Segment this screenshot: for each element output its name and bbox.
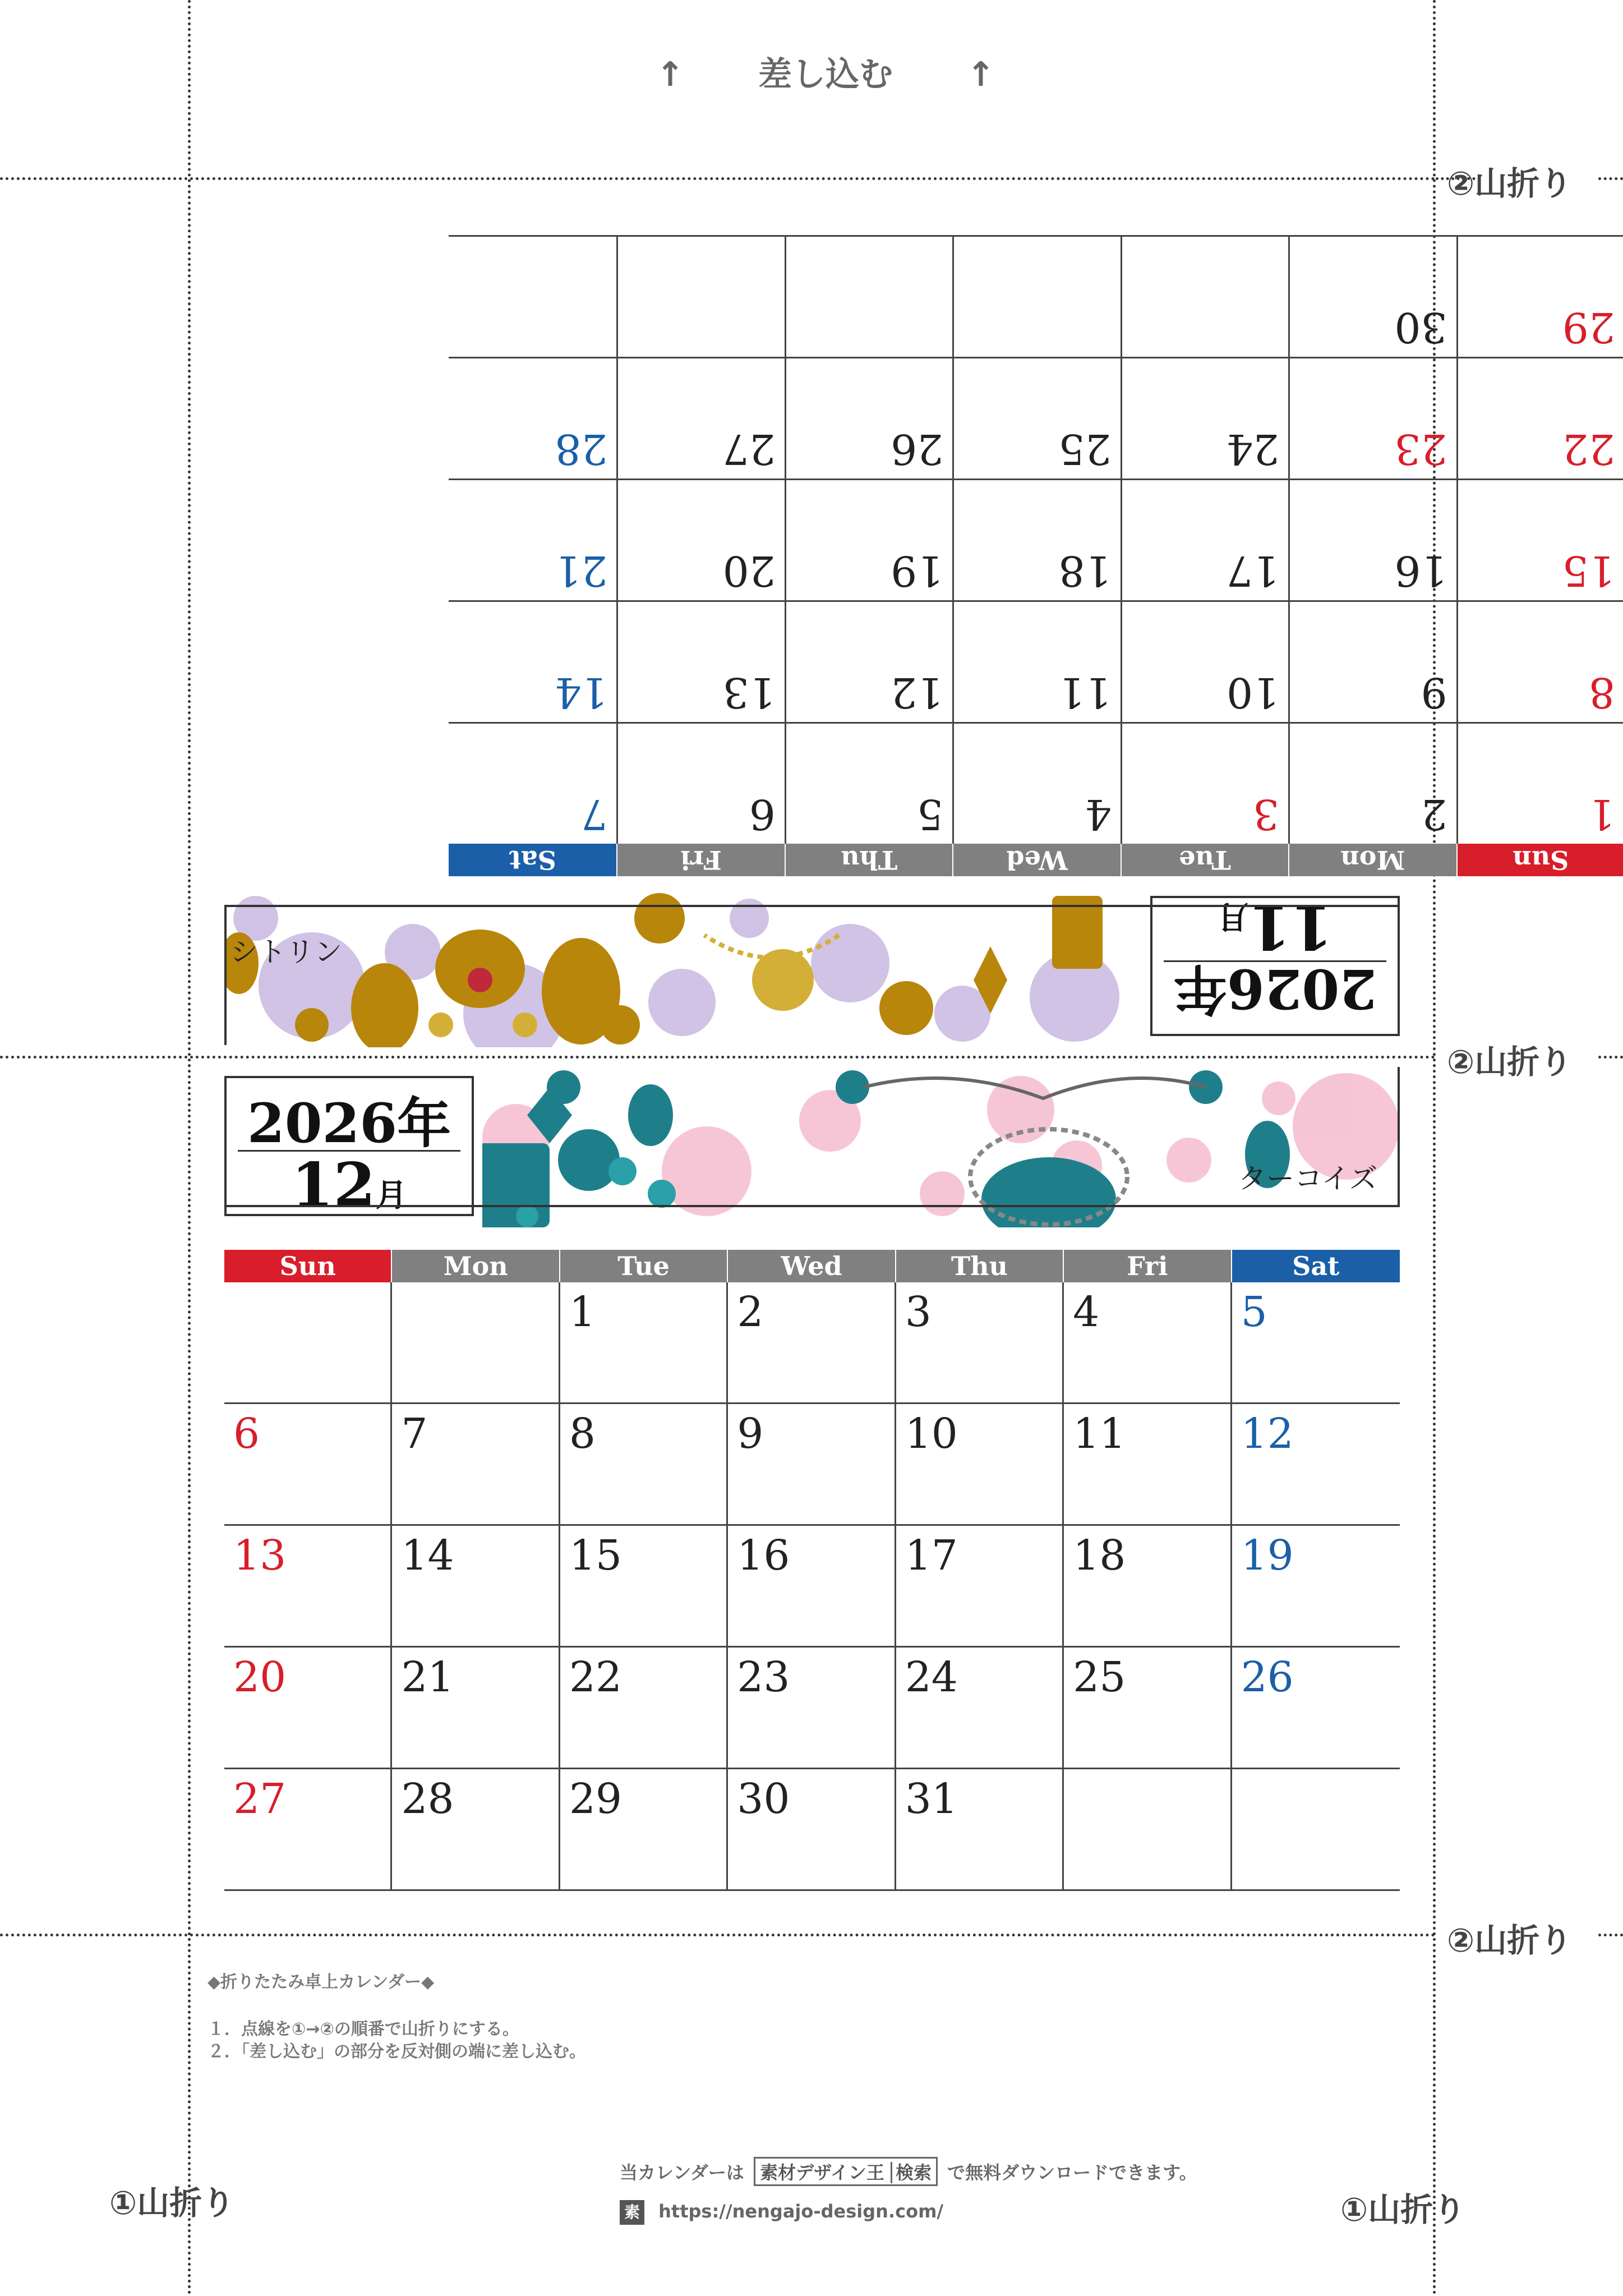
day-number: 25: [1058, 425, 1112, 473]
day-number: 21: [401, 1653, 454, 1701]
dow-sat: Sat: [1232, 1250, 1400, 1282]
instructions-step2: ２．「差し込む」の部分を反対側の端に差し込む。: [208, 2042, 586, 2062]
day-cell: [392, 1769, 560, 1891]
day-number: 21: [555, 546, 608, 595]
december-header-band: [224, 1065, 1400, 1227]
day-number: 27: [722, 425, 776, 473]
day-cell: [1288, 478, 1456, 600]
fold-line-middle-right: [1598, 1056, 1623, 1059]
november-header-band: [224, 885, 1400, 1047]
day-cell: [224, 1404, 392, 1526]
december-year: 2026年: [247, 1092, 451, 1155]
day-number: 17: [905, 1531, 958, 1580]
november-year: 2026年: [1173, 957, 1377, 1020]
december-calendar: [0, 1065, 1623, 1897]
day-cell: [1456, 600, 1623, 722]
day-cell: [1064, 1648, 1232, 1769]
day-number: 29: [569, 1775, 623, 1823]
day-number: 27: [233, 1775, 287, 1823]
day-number: 28: [401, 1775, 454, 1823]
day-number: 19: [1241, 1531, 1294, 1580]
day-number: 19: [891, 546, 944, 595]
day-number: 20: [722, 546, 776, 595]
fold-line-top-right2: [1598, 177, 1623, 180]
day-cell: [1288, 600, 1456, 722]
day-cell: [728, 1769, 896, 1891]
day-number: 30: [1394, 303, 1447, 351]
day-cell: [1121, 478, 1288, 600]
dow-thu: Thu: [785, 844, 952, 876]
day-number: 30: [737, 1775, 790, 1823]
day-number: 20: [233, 1653, 287, 1701]
day-cell: [1456, 478, 1623, 600]
day-number: 3: [1253, 790, 1280, 838]
day-number: 6: [233, 1410, 260, 1458]
day-cell: [449, 478, 616, 600]
day-number: 18: [1058, 546, 1112, 595]
day-cell: [1064, 1282, 1232, 1404]
day-number: 13: [233, 1531, 287, 1580]
day-number: 25: [1073, 1653, 1126, 1701]
fold1-label-right: ①山折り: [1340, 2191, 1466, 2229]
day-cell: [1456, 235, 1623, 357]
day-cell: [616, 357, 784, 478]
day-cell: [560, 1526, 728, 1648]
day-number: 1: [1588, 790, 1615, 838]
fold2-label-top: ②山折り: [1447, 164, 1573, 203]
day-cell: [1121, 722, 1288, 844]
insert-label: 差し込む: [758, 55, 893, 94]
day-number: 6: [749, 790, 776, 838]
site-logo-icon: 素: [620, 2200, 644, 2225]
day-number: 18: [1073, 1531, 1126, 1580]
day-cell: [1121, 357, 1288, 478]
fold-line-top: [0, 177, 1436, 180]
day-number: 15: [569, 1531, 623, 1580]
day-number: 23: [1394, 425, 1447, 473]
day-cell: [952, 722, 1120, 844]
day-cell: [896, 1526, 1064, 1648]
day-number: 7: [401, 1410, 428, 1458]
day-number: 24: [1226, 425, 1280, 473]
day-cell: [785, 357, 952, 478]
day-cell: [1232, 1769, 1400, 1891]
day-cell: [392, 1282, 560, 1404]
day-cell: [896, 1282, 1064, 1404]
day-number: 4: [1085, 790, 1112, 838]
fold-line-middle: [0, 1056, 1436, 1059]
day-cell: [1232, 1526, 1400, 1648]
day-cell: [1456, 357, 1623, 478]
december-day-grid: [224, 1282, 1400, 1891]
day-cell: [1064, 1769, 1232, 1891]
day-cell: [616, 722, 784, 844]
day-number: 12: [891, 668, 944, 716]
day-number: 29: [1562, 303, 1615, 351]
day-number: 11: [1058, 668, 1112, 716]
day-number: 16: [737, 1531, 790, 1580]
november-dow-row: [449, 844, 1623, 876]
insert-header: [656, 48, 995, 96]
day-number: 10: [1226, 668, 1280, 716]
day-cell: [224, 1648, 392, 1769]
day-number: 4: [1073, 1288, 1100, 1336]
day-number: 31: [905, 1775, 958, 1823]
day-number: 11: [1073, 1410, 1126, 1458]
day-cell: [1288, 235, 1456, 357]
fold-line-bottom-right: [1598, 1934, 1623, 1936]
day-cell: [785, 600, 952, 722]
day-cell: [1232, 1282, 1400, 1404]
dow-thu: Thu: [896, 1250, 1064, 1282]
day-number: 8: [1588, 668, 1615, 716]
day-cell: [1064, 1404, 1232, 1526]
day-cell: [616, 478, 784, 600]
day-cell: [392, 1526, 560, 1648]
day-cell: [952, 357, 1120, 478]
day-cell: [616, 600, 784, 722]
day-cell: [392, 1648, 560, 1769]
day-cell: [449, 722, 616, 844]
day-cell: [728, 1648, 896, 1769]
dow-fri: Fri: [616, 844, 784, 876]
day-number: 12: [1241, 1410, 1294, 1458]
day-cell: [1232, 1648, 1400, 1769]
day-number: 22: [569, 1653, 623, 1701]
day-cell: [1232, 1404, 1400, 1526]
day-cell: [224, 1282, 392, 1404]
november-title-box: [1150, 891, 1400, 1036]
day-number: 23: [737, 1653, 790, 1701]
november-month: 11月: [1217, 891, 1333, 962]
day-cell: [560, 1769, 728, 1891]
day-cell: [449, 600, 616, 722]
dow-sun: Sun: [224, 1250, 392, 1282]
december-gem-illustration: [482, 1065, 1400, 1227]
dow-wed: Wed: [952, 844, 1120, 876]
day-cell: [1288, 722, 1456, 844]
day-number: 26: [1241, 1653, 1294, 1701]
day-cell: [560, 1404, 728, 1526]
day-cell: [785, 235, 952, 357]
day-number: 22: [1562, 425, 1615, 473]
fold2-label-bottom: ②山折り: [1447, 1921, 1573, 1959]
footer-url-line: [620, 2200, 943, 2225]
day-number: 3: [905, 1288, 932, 1336]
brand-search-box[interactable]: 素材デザイン王 検索: [754, 2157, 938, 2186]
november-calendar: [1, 215, 1623, 1047]
day-cell: [896, 1648, 1064, 1769]
day-cell: [1064, 1526, 1232, 1648]
dow-wed: Wed: [728, 1250, 896, 1282]
november-day-grid: [449, 235, 1623, 844]
day-cell: [616, 235, 784, 357]
day-cell: [1121, 600, 1288, 722]
up-arrow-icon: ↑: [656, 55, 685, 94]
december-dow-row: [224, 1250, 1400, 1282]
fold-line-bottom: [0, 1934, 1436, 1936]
instructions-step1: １．点線を①→②の順番で山折りにする。: [208, 2019, 519, 2039]
dow-tue: Tue: [560, 1250, 728, 1282]
day-number: 2: [1421, 790, 1447, 838]
november-gem-name: シトリン: [230, 936, 342, 968]
day-number: 24: [905, 1653, 958, 1701]
day-number: 14: [401, 1531, 454, 1580]
day-cell: [952, 478, 1120, 600]
site-url-link[interactable]: https://nengajo-design.com/: [658, 2201, 944, 2222]
day-number: 14: [555, 668, 608, 716]
day-cell: [952, 600, 1120, 722]
day-number: 9: [737, 1410, 764, 1458]
day-cell: [449, 235, 616, 357]
day-cell: [728, 1526, 896, 1648]
day-cell: [785, 722, 952, 844]
day-cell: [728, 1282, 896, 1404]
day-cell: [392, 1404, 560, 1526]
search-button[interactable]: 検索: [891, 2162, 932, 2183]
day-number: 10: [905, 1410, 958, 1458]
day-cell: [224, 1526, 392, 1648]
dow-mon: Mon: [1288, 844, 1456, 876]
day-number: 13: [722, 668, 776, 716]
day-number: 15: [1562, 546, 1615, 595]
day-cell: [896, 1404, 1064, 1526]
december-title-box: [224, 1076, 474, 1221]
day-number: 7: [581, 790, 608, 838]
day-number: 8: [569, 1410, 596, 1458]
day-number: 1: [569, 1288, 596, 1336]
day-cell: [1456, 722, 1623, 844]
day-cell: [1121, 235, 1288, 357]
instructions-title: ◆折りたたみ卓上カレンダー◆: [208, 1972, 435, 1992]
footer-download-note: 当カレンダーは 素材デザイン王 検索 で無料ダウンロードできます。: [620, 2157, 1197, 2186]
day-cell: [560, 1282, 728, 1404]
day-cell: [449, 357, 616, 478]
day-number: 17: [1226, 546, 1280, 595]
dow-mon: Mon: [392, 1250, 560, 1282]
day-cell: [952, 235, 1120, 357]
dow-sun: Sun: [1456, 844, 1623, 876]
day-cell: [1288, 357, 1456, 478]
december-month: 12月: [291, 1150, 407, 1221]
dow-tue: Tue: [1121, 844, 1288, 876]
day-number: 5: [917, 790, 944, 838]
november-gem-illustration: [224, 885, 1142, 1047]
day-cell: [785, 478, 952, 600]
day-number: 28: [555, 425, 608, 473]
up-arrow-icon: ↑: [966, 55, 995, 94]
dow-fri: Fri: [1064, 1250, 1232, 1282]
day-cell: [224, 1769, 392, 1891]
december-gem-name: ターコイズ: [1238, 1162, 1377, 1195]
fold1-label-left: ①山折り: [109, 2184, 235, 2222]
day-number: 9: [1421, 668, 1447, 716]
fold2-label-middle: ②山折り: [1447, 1043, 1573, 1081]
dow-sat: Sat: [449, 844, 616, 876]
day-number: 5: [1241, 1288, 1267, 1336]
day-number: 26: [891, 425, 944, 473]
day-number: 16: [1394, 546, 1447, 595]
day-cell: [896, 1769, 1064, 1891]
day-number: 2: [737, 1288, 764, 1336]
day-cell: [560, 1648, 728, 1769]
day-cell: [728, 1404, 896, 1526]
